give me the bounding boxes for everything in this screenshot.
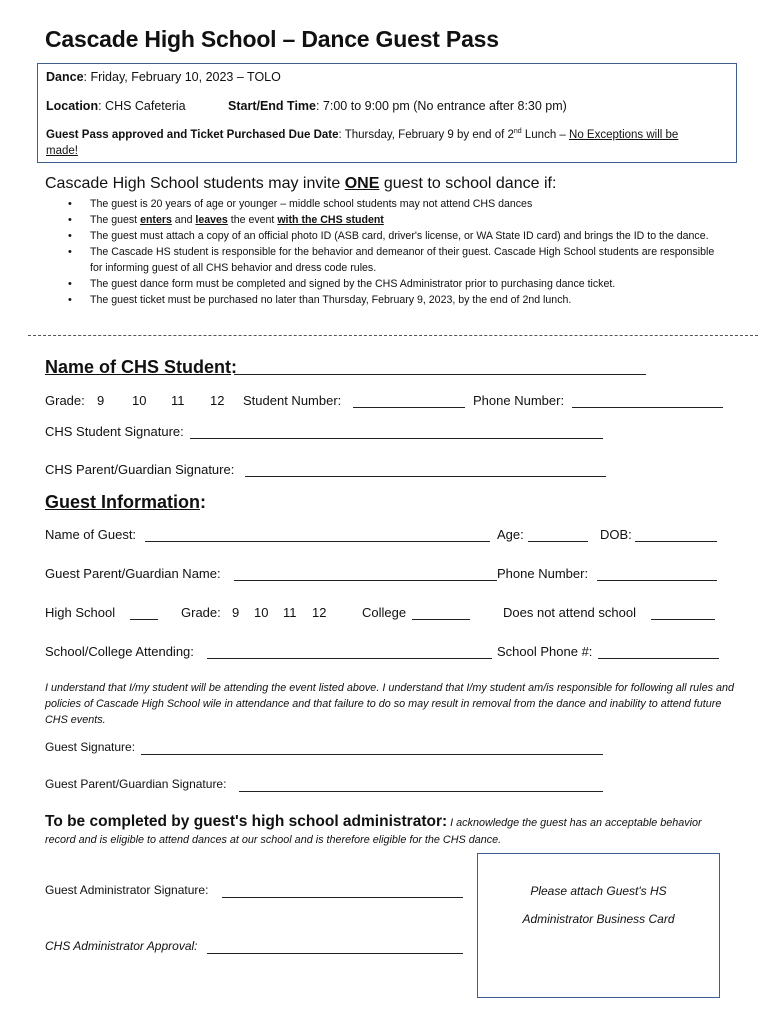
guest-not-attend-field[interactable] <box>651 607 715 620</box>
admin-heading: To be completed by guest's high school administrator: I acknowledge the guest has an acceptable behavior <box>45 813 702 830</box>
guest-high-school-field[interactable] <box>130 607 158 620</box>
student-number-label: Student Number: <box>243 393 342 408</box>
grade-option-11[interactable]: 11 <box>171 393 185 408</box>
due-date-line: Guest Pass approved and Ticket Purchased Due Date: Thursday, February 9 by end of 2nd Lunch – No Exceptions will be <box>46 128 679 141</box>
student-grade-label: Grade: <box>45 393 85 408</box>
guest-school-attending-field[interactable] <box>207 646 492 659</box>
list-item: • The guest enters and leaves the event with the CHS student <box>68 212 728 228</box>
guest-signature-label: Guest Signature: <box>45 740 136 754</box>
guest-college-label: College <box>362 605 407 620</box>
guest-dob-field[interactable] <box>635 529 717 542</box>
guest-age-field[interactable] <box>528 529 588 542</box>
divider <box>28 335 758 336</box>
list-item: • The guest dance form must be completed and signed by the CHS Administrator prior to purchasing dance ticket. <box>68 276 728 292</box>
list-item: • The guest is 20 years of age or younger – middle school students may not attend CHS dances <box>68 196 728 212</box>
guest-high-school-label: High School <box>45 605 116 620</box>
dance-info-box <box>37 63 737 163</box>
guest-not-attend-label: Does not attend school <box>503 605 636 620</box>
due-date-line-2: made! <box>46 145 78 157</box>
guest-dob-label: DOB: <box>600 527 632 542</box>
list-item: • The Cascade HS student is responsible for the behavior and demeanor of their guest. Cascade High School students are responsible for informing guest of all CHS behavior and dress code rules. <box>68 244 728 276</box>
guest-signature-field[interactable] <box>141 742 603 755</box>
business-card-note-line2: Administrator Business Card <box>522 912 675 926</box>
student-name-field[interactable] <box>234 362 646 375</box>
guest-heading: Guest Information: <box>45 492 207 512</box>
rules-list <box>68 196 728 308</box>
guest-college-field[interactable] <box>412 607 470 620</box>
grade-option-10[interactable]: 10 <box>132 393 147 408</box>
guest-parent-signature-label: Guest Parent/Guardian Signature: <box>45 777 227 791</box>
student-phone-field[interactable] <box>572 395 723 408</box>
location-line: Location: CHS Cafeteria <box>46 99 186 113</box>
student-parent-signature-field[interactable] <box>245 464 606 477</box>
student-signature-field[interactable] <box>190 426 603 439</box>
guest-grade-label: Grade: <box>181 605 221 620</box>
guest-school-phone-field[interactable] <box>598 646 719 659</box>
time-line: Start/End Time: 7:00 to 9:00 pm (No entrance after 8:30 pm) <box>228 99 567 113</box>
list-item: • The guest ticket must be purchased no later than Thursday, February 9, 2023, by the end of 2nd lunch. <box>68 292 728 308</box>
grade-option-9[interactable]: 9 <box>97 393 105 408</box>
guest-grade-option-9[interactable]: 9 <box>232 605 240 620</box>
student-parent-signature-label: CHS Parent/Guardian Signature: <box>45 462 235 477</box>
guest-name-field[interactable] <box>145 529 490 542</box>
guest-grade-option-11[interactable]: 11 <box>283 605 297 620</box>
chs-admin-approval-field[interactable] <box>207 941 463 954</box>
business-card-note-line1: Please attach Guest's HS <box>530 884 667 898</box>
guest-name-label: Name of Guest: <box>45 527 137 542</box>
guest-parent-signature-field[interactable] <box>239 779 603 792</box>
guest-grade-option-12[interactable]: 12 <box>312 605 327 620</box>
guest-school-attending-label: School/College Attending: <box>45 644 194 659</box>
invite-heading: Cascade High School students may invite ONE guest to school dance if: <box>45 175 557 192</box>
guest-phone-field[interactable] <box>597 568 717 581</box>
agreement-text: I understand that I/my student will be attending the event listed above. I understand that I/my student am/is responsible for following all rules and policies of Cascade High School wile in attendance and that failure to do so may result in removal from the dance and inability to attend future CHS events. <box>45 682 734 726</box>
guest-parent-name-field[interactable] <box>234 568 497 581</box>
guest-admin-signature-label: Guest Administrator Signature: <box>45 883 209 897</box>
guest-age-label: Age: <box>497 527 524 542</box>
guest-school-phone-label: School Phone #: <box>497 644 593 659</box>
business-card-box <box>477 853 720 998</box>
student-phone-label: Phone Number: <box>473 393 565 408</box>
student-signature-label: CHS Student Signature: <box>45 424 184 439</box>
dance-line: Dance: Friday, February 10, 2023 – TOLO <box>46 70 281 84</box>
guest-phone-label: Phone Number: <box>497 566 589 581</box>
chs-admin-approval-label: CHS Administrator Approval: <box>45 939 198 953</box>
list-item: • The guest must attach a copy of an official photo ID (ASB card, driver's license, or WA State ID card) and brings the ID to the dance. <box>68 228 728 244</box>
grade-option-12[interactable]: 12 <box>210 393 225 408</box>
guest-admin-signature-field[interactable] <box>222 885 463 898</box>
guest-parent-name-label: Guest Parent/Guardian Name: <box>45 566 221 581</box>
admin-note: record and is eligible to attend dances at our school and is therefore eligible for the CHS dance. <box>45 834 502 846</box>
student-heading: Name of CHS Student: <box>45 357 238 377</box>
student-number-field[interactable] <box>353 395 465 408</box>
page-title: Cascade High School – Dance Guest Pass <box>45 26 499 52</box>
guest-grade-option-10[interactable]: 10 <box>254 605 269 620</box>
